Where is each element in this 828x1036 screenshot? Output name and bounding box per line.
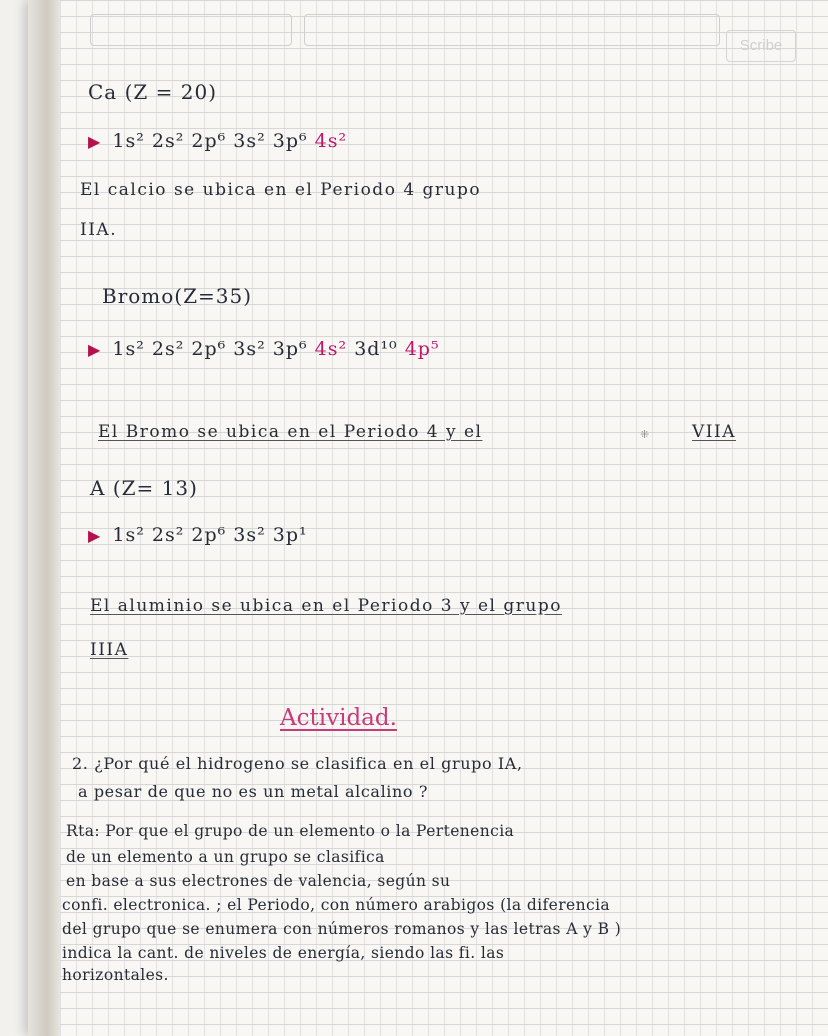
aluminum-symbol: A (Z= 13) [90, 476, 198, 500]
bromine-config-highlight-4s: 4s² [314, 338, 348, 360]
calcium-text-line1: El calcio se ubica en el Periodo 4 grupo [80, 180, 482, 200]
answer-line4: confi. electronica. ; el Periodo, con número arabigos (la diferencia [62, 896, 611, 914]
aluminum-configuration [88, 524, 308, 546]
answer-line6: indica la cant. de niveles de energía, siendo las fi. las [62, 944, 505, 962]
arrow-icon: ▶ [88, 526, 102, 545]
brand-logo: Scribe [726, 30, 796, 62]
aluminum-config: 1s² 2s² 2p⁶ 3s² 3p¹ [112, 524, 308, 546]
answer-line2: de un elemento a un grupo se clasifica [66, 848, 385, 866]
arrow-icon: ▶ [88, 132, 102, 151]
answer-line3: en base a sus electrones de valencia, según su [66, 872, 451, 890]
bromine-config-highlight-4p: 4p⁵ [404, 338, 440, 360]
question-line2: a pesar de que no es un metal alcalino ? [78, 782, 429, 801]
bromine-group: VIIA [692, 422, 736, 442]
bromine-config-3d: 3d¹⁰ [354, 338, 398, 360]
header-box-date [90, 14, 292, 46]
bromine-config-main: 1s² 2s² 2p⁶ 3s² 3p⁶ [112, 338, 308, 360]
notebook-page [28, 0, 828, 1036]
header-box-title [304, 14, 720, 46]
answer-line1: Rta: Por que el grupo de un elemento o la Pertenencia [66, 822, 515, 840]
bromine-configuration [88, 338, 440, 360]
bromine-symbol: Bromo(Z=35) [102, 284, 253, 308]
stray-mark: ⁜ [640, 428, 650, 441]
calcium-symbol: Ca (Z = 20) [88, 80, 218, 104]
aluminum-text-line2: IIIA [90, 640, 129, 660]
notebook-binding [28, 0, 60, 1036]
answer-line5: del grupo que se enumera con números romanos y las letras A y B ) [62, 920, 622, 938]
question-line1: 2. ¿Por qué el hidrogeno se clasifica en el grupo IA, [72, 754, 523, 773]
arrow-icon: ▶ [88, 340, 102, 359]
answer-line7: horizontales. [62, 966, 169, 984]
activity-heading: Actividad. [280, 705, 397, 731]
calcium-config-main: 1s² 2s² 2p⁶ 3s² 3p⁶ [112, 130, 308, 152]
aluminum-text-line1: El aluminio se ubica en el Periodo 3 y el grupo [90, 596, 562, 616]
calcium-configuration [88, 130, 347, 152]
calcium-text-line2: IIA. [80, 220, 118, 240]
bromine-text: El Bromo se ubica en el Periodo 4 y el [98, 422, 483, 442]
calcium-config-highlight: 4s² [314, 130, 348, 152]
